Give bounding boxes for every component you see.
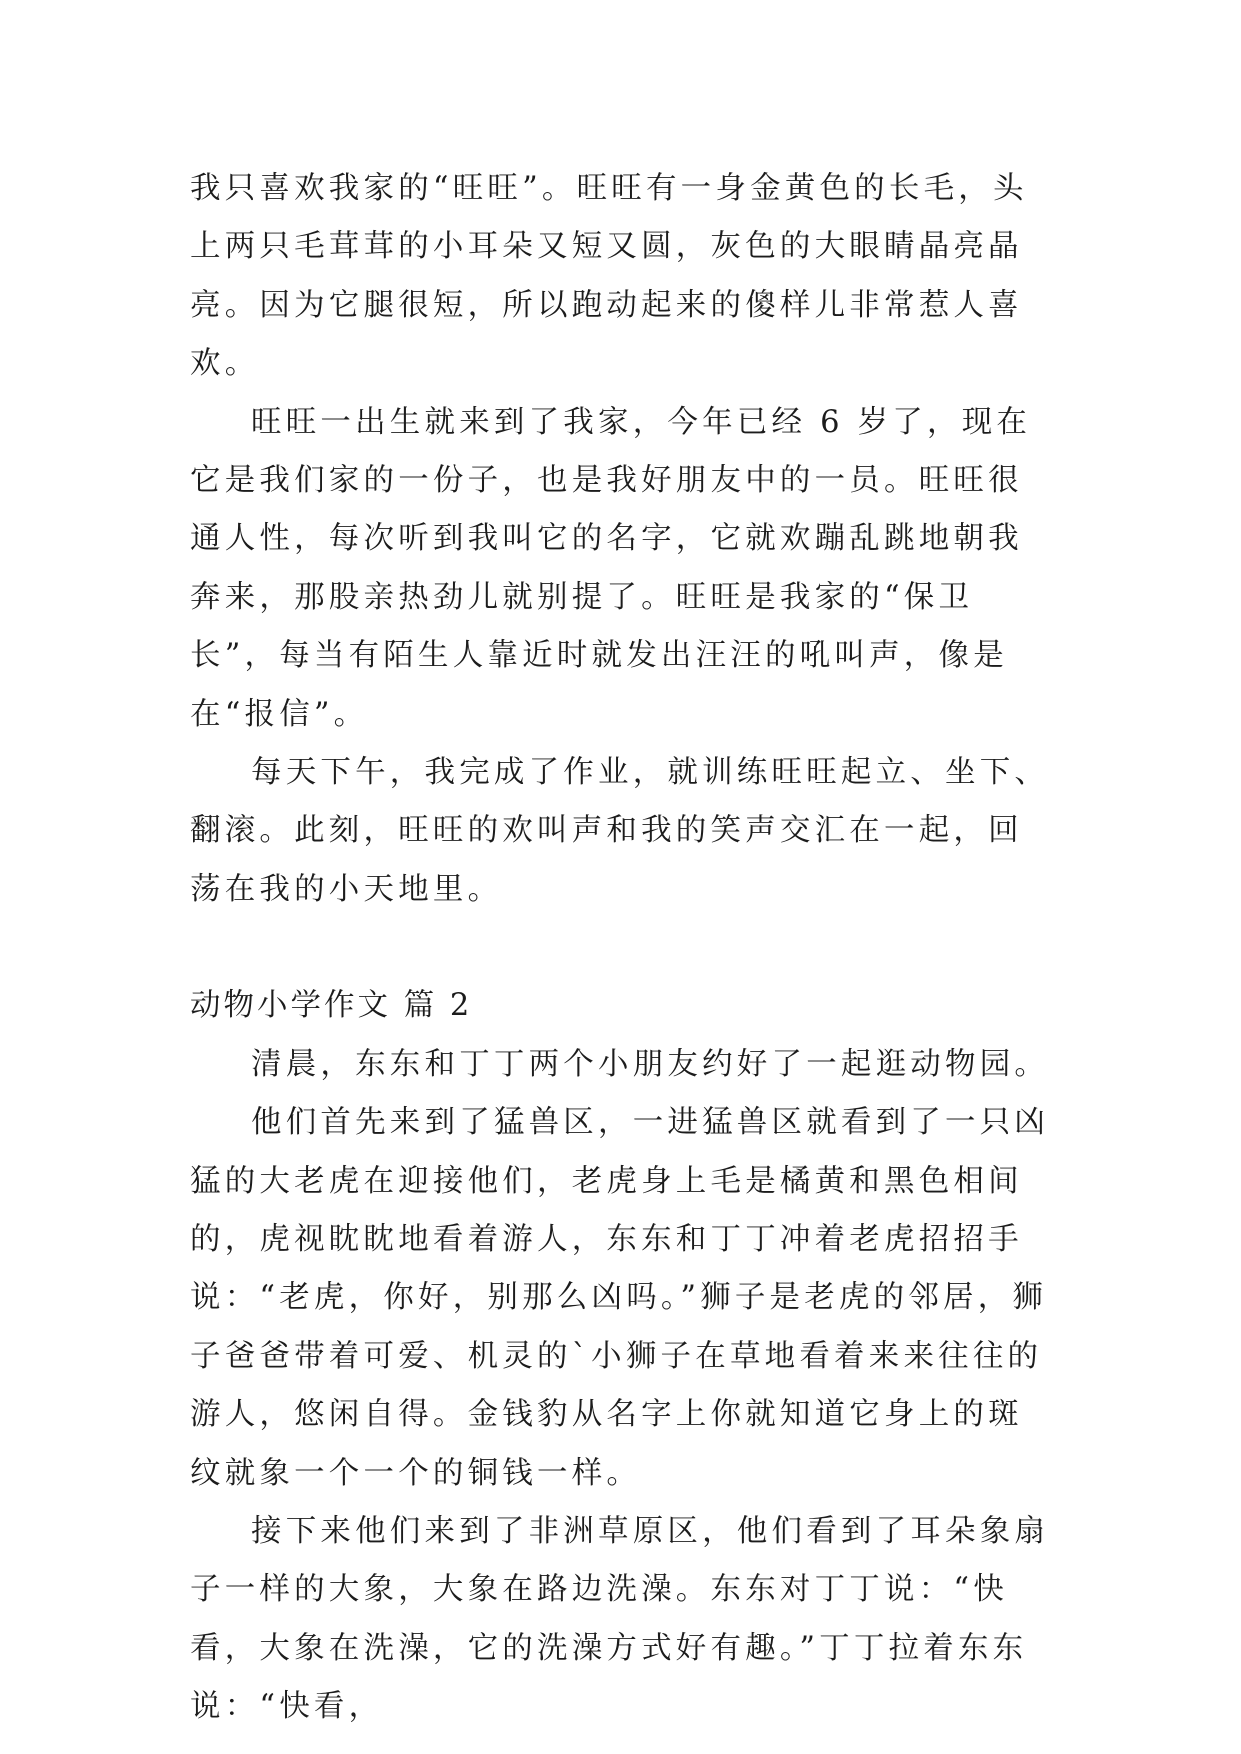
paragraph-5: 他们首先来到了猛兽区，一进猛兽区就看到了一只凶猛的大老虎在迎接他们，老虎身上毛是橘黄和黑色相间的，虎视眈眈地看着游人，东东和丁丁冲着老虎招招手说：“老虎，你好，别那么凶吗。”狮子是老虎的邻居，狮子爸爸带着可爱、机灵的`小狮子在草地看着来来往往的游人，悠闲自得。金钱豹从名字上你就知道它身上的斑纹就象一个一个的铜钱一样。 bbox=[190, 1105, 1050, 1491]
paragraph-6: 接下来他们来到了非洲草原区，他们看到了耳朵象扇子一样的大象，大象在路边洗澡。东东对丁丁说：“快看，大象在洗澡，它的洗澡方式好有趣。”丁丁拉着东东说：“快看， bbox=[190, 1513, 1050, 1725]
paragraph-3: 每天下午，我完成了作业，就训练旺旺起立、坐下、翻滚。此刻，旺旺的欢叫声和我的笑声交汇在一起，回荡在我的小天地里。 bbox=[190, 755, 1050, 907]
section-title: 动物小学作文 篇 2 bbox=[190, 988, 473, 1024]
paragraph-2: 旺旺一出生就来到了我家，今年已经 6 岁了，现在它是我们家的一份子，也是我好朋友中的一员。旺旺很通人性，每次听到我叫它的名字，它就欢蹦乱跳地朝我奔来，那股亲热劲儿就别提了。旺旺是我家的“保卫长”，每当有陌生人靠近时就发出汪汪的吼叫声，像是在“报信”。 bbox=[190, 404, 1032, 732]
paragraph-1: 我只喜欢我家的“旺旺”。旺旺有一身金黄色的长毛，头上两只毛茸茸的小耳朵又短又圆，灰色的大眼睛晶亮晶亮。因为它腿很短，所以跑动起来的傻样儿非常惹人喜欢。 bbox=[190, 171, 1028, 382]
document-body bbox=[190, 160, 1050, 1737]
paragraph-4: 清晨，东东和丁丁两个小朋友约好了一起逛动物园。 bbox=[251, 1046, 1050, 1082]
